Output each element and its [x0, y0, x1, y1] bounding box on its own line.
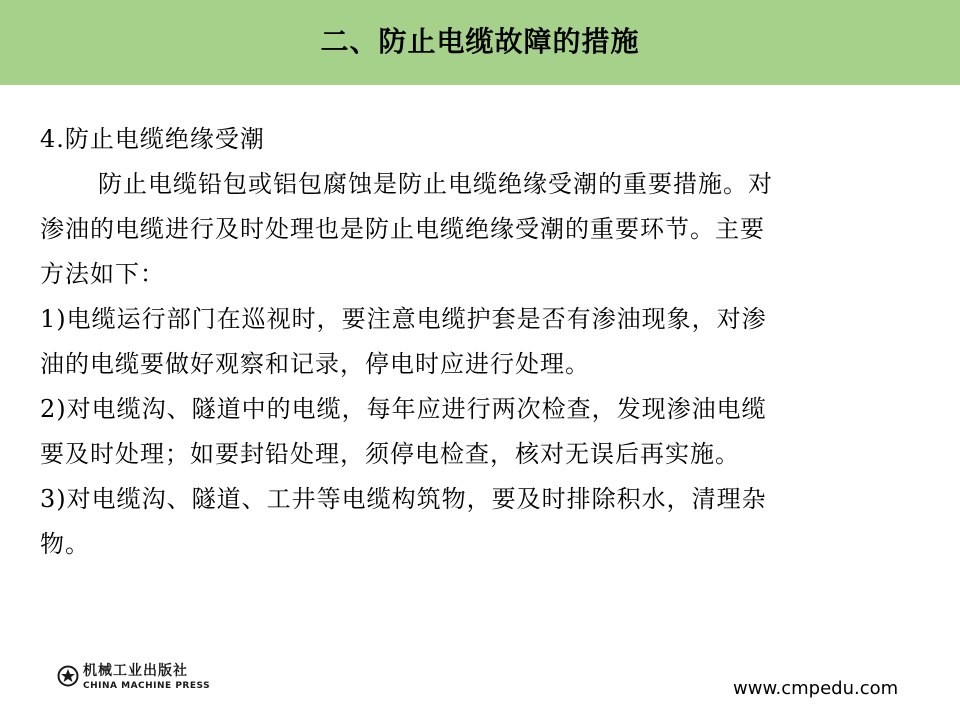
list-item-line: 物。	[40, 530, 90, 558]
list-item-line: 要及时处理；如要封铅处理，须停电检查，核对无误后再实施。	[40, 440, 740, 468]
publisher-emblem-icon	[57, 664, 79, 688]
website-url: www.cmpedu.com	[733, 678, 899, 699]
slide-title: 二、防止电缆故障的措施	[320, 25, 640, 58]
paragraph-line: 方法如下：	[40, 260, 165, 288]
list-item-line: 2)对电缆沟、隧道中的电缆，每年应进行两次检查，发现渗油电缆	[40, 395, 767, 423]
publisher-logo	[57, 662, 237, 698]
section-heading: 4.防止电缆绝缘受潮	[40, 125, 265, 153]
paragraph-line: 渗油的电缆进行及时处理也是防止电缆绝缘受潮的重要环节。主要	[40, 215, 765, 243]
paragraph-line: 防止电缆铅包或铝包腐蚀是防止电缆绝缘受潮的重要措施。对	[98, 170, 773, 198]
list-item-line: 3)对电缆沟、隧道、工井等电缆构筑物，要及时排除积水，清理杂	[40, 485, 767, 513]
title-bar	[0, 0, 960, 85]
list-item-line: 油的电缆要做好观察和记录，停电时应进行处理。	[40, 350, 590, 378]
publisher-name-en: CHINA MACHINE PRESS	[83, 681, 211, 691]
list-item-line: 1)电缆运行部门在巡视时，要注意电缆护套是否有渗油现象，对渗	[40, 305, 767, 333]
slide-body	[40, 117, 895, 567]
publisher-name-cn: 机械工业出版社	[83, 663, 188, 679]
